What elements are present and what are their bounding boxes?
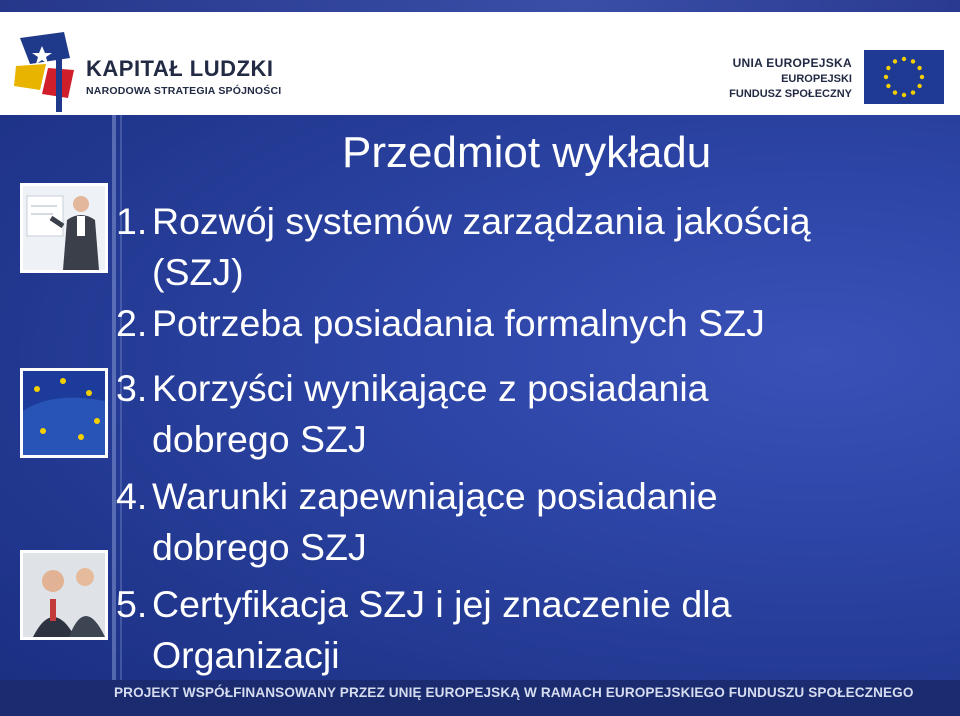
- eu-fund-text: [729, 56, 852, 100]
- business-people-photo: [20, 550, 108, 640]
- item-text: Warunki zapewniające posiadanie: [152, 475, 718, 517]
- kapital-ludzki-logo-icon: [12, 28, 78, 114]
- eu-flag-icon: [864, 50, 944, 104]
- eu-stars-photo: [20, 368, 108, 458]
- list-item: [116, 579, 811, 681]
- item-number: 1.: [116, 200, 148, 242]
- item-number: 2.: [116, 302, 148, 344]
- item-number: 4.: [116, 475, 148, 517]
- kapital-ludzki-title: KAPITAŁ LUDZKI: [86, 56, 274, 81]
- top-strip: [0, 0, 960, 12]
- item-text: Certyfikacja SZJ i jej znaczenie dla: [152, 583, 732, 625]
- eu-social-fund-label: FUNDUSZ SPOŁECZNY: [729, 88, 852, 100]
- footer-bar: [0, 680, 960, 716]
- item-text-continued: Organizacji: [152, 634, 340, 676]
- slide-title: Przedmiot wykładu: [342, 128, 712, 177]
- list-item: [116, 471, 811, 573]
- item-text: Korzyści wynikające z posiadania: [152, 367, 709, 409]
- list-item: [116, 363, 811, 465]
- list-item: [116, 196, 811, 298]
- topic-list: [116, 196, 811, 681]
- footer-text: PROJEKT WSPÓŁFINANSOWANY PRZEZ UNIĘ EUROPEJSKĄ W RAMACH EUROPEJSKIEGO FUNDUSZU SPOŁECZNEGO: [114, 685, 914, 700]
- presenter-photo: [20, 183, 108, 273]
- item-text-continued: (SZJ): [152, 251, 244, 293]
- item-text-continued: dobrego SZJ: [152, 418, 367, 460]
- item-number: 3.: [116, 367, 148, 409]
- kapital-ludzki-subtitle: NARODOWA STRATEGIA SPÓJNOŚCI: [86, 85, 282, 97]
- list-item: [116, 298, 811, 349]
- eu-european-label: EUROPEJSKI: [781, 73, 852, 85]
- item-text-continued: dobrego SZJ: [152, 526, 367, 568]
- eu-union-label: UNIA EUROPEJSKA: [732, 56, 852, 70]
- item-text: Rozwój systemów zarządzania jakością: [152, 200, 811, 242]
- item-text: Potrzeba posiadania formalnych SZJ: [152, 302, 765, 344]
- header-bar: [0, 12, 960, 115]
- item-number: 5.: [116, 583, 148, 625]
